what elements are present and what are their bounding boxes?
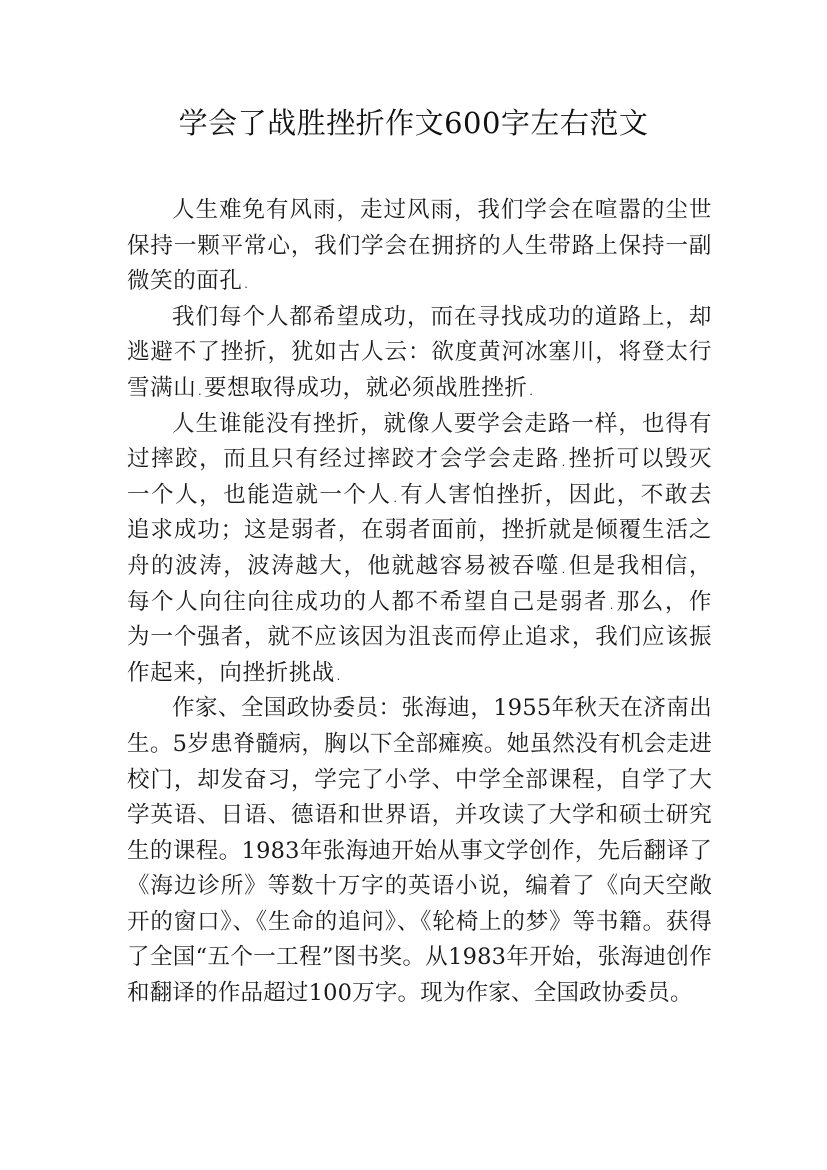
paragraph-4: 作家、全国政协委员：张海迪，1955年秋天在济南出生。5岁患脊髓病，胸以下全部瘫痪。她虽然没有机会走进校门，却发奋习，学完了小学、中学全部课程，自学了大学英语、日语、德语和世界语，并攻读了大学和硕士研究生的课程。1983年张海迪开始从事文学创作，先后翻译了《海边诊所》等数十万字的英语小说，编着了《向天空敞开的窗口》、《生命的追问》、《轮椅上的梦》等书籍。获得了全国“五个一工程”图书奖。从1983年开始，张海迪创作和翻译的作品超过100万字。现为作家、全国政协委员。 [127, 695, 712, 1007]
paragraph-2: 我们每个人都希望成功，而在寻找成功的道路上，却逃避不了挫折，犹如古人云：欲度黄河冰塞川，将登太行雪满山.要想取得成功，就必须战胜挫折. [127, 303, 712, 401]
document-body [127, 193, 712, 1012]
paragraph-1: 人生难免有风雨，走过风雨，我们学会在喧嚣的尘世保持一颗平常心，我们学会在拥挤的人生带路上保持一副微笑的面孔. [127, 197, 712, 295]
document-title: 学会了战胜挫折作文600字左右范文 [178, 106, 649, 140]
paragraph-3: 人生谁能没有挫折，就像人要学会走路一样，也得有过摔跤，而且只有经过摔跤才会学会走路.挫折可以毁灭一个人，也能造就一个人.有人害怕挫折，因此，不敢去追求成功；这是弱者，在弱者面前，挫折就是倾覆生活之舟的波涛，波涛越大，他就越容易被吞噬.但是我相信，每个人向往向往成功的人都不希望自己是弱者.那么，作为一个强者，就不应该因为沮丧而停止追求，我们应该振作起来，向挫折挑战. [127, 410, 712, 686]
